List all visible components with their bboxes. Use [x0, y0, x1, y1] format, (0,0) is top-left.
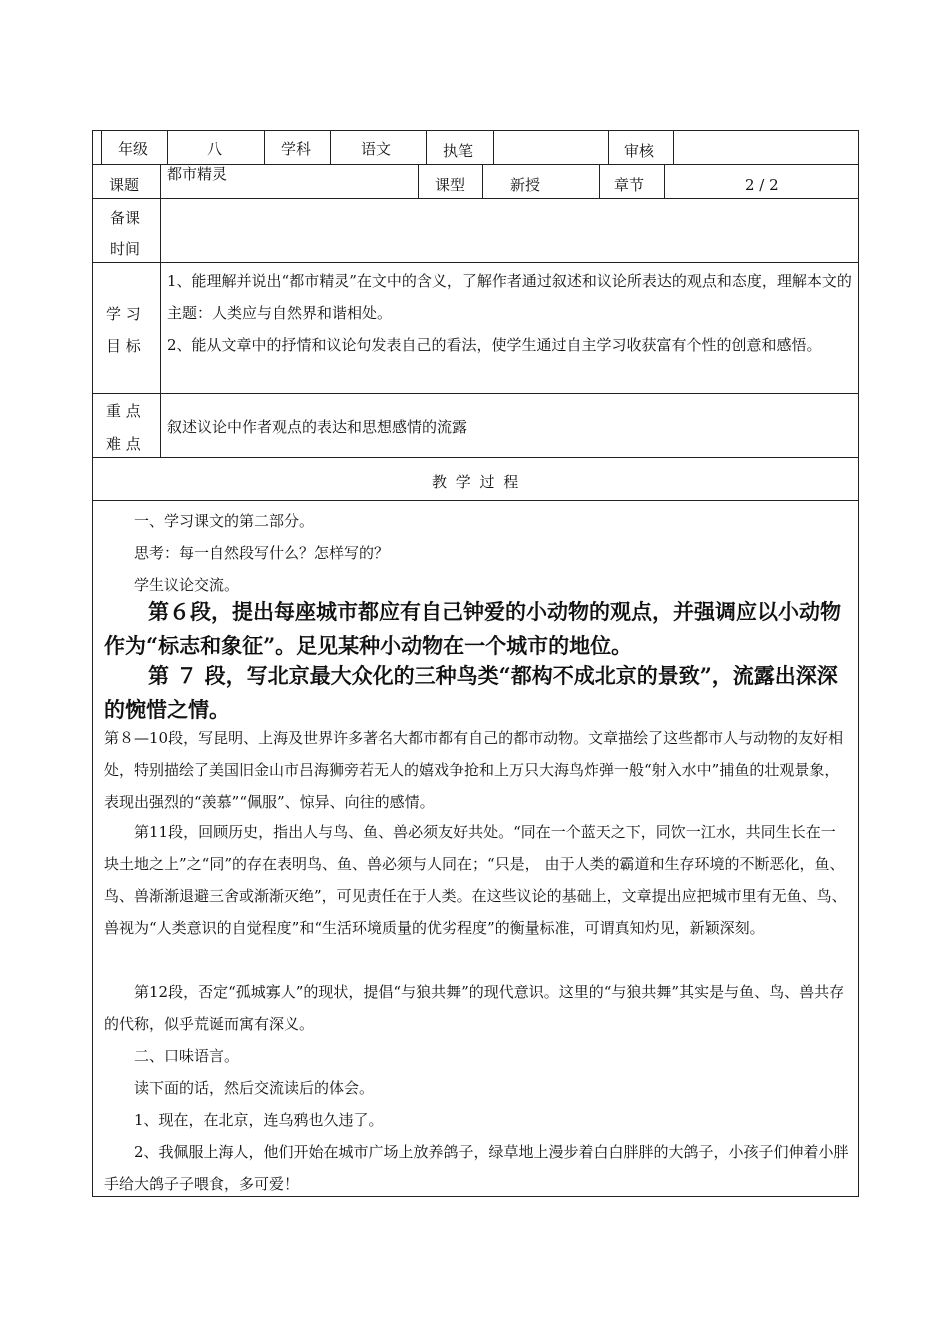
col-divider: [418, 164, 419, 198]
prep-label: 时间: [110, 240, 141, 258]
col-divider: [608, 130, 609, 164]
body-paragraph: 一、学习课文的第二部分。: [134, 512, 315, 530]
subject-value: 语文: [361, 140, 392, 158]
goal-item: 2、能从文章中的抒情和议论句发表自己的看法，使学生通过自主学习收获富有个性的创意和感悟。: [167, 336, 822, 354]
row-divider: [92, 262, 859, 263]
row-divider: [92, 393, 859, 394]
body-paragraph: 二、口味语言。: [134, 1047, 240, 1065]
grade-value: 八: [207, 140, 223, 158]
topic-value: 都市精灵: [167, 165, 228, 183]
col-divider: [264, 130, 265, 164]
col-divider: [160, 164, 161, 198]
subject-label: 学科: [281, 140, 312, 158]
col-divider: [160, 198, 161, 457]
process-title: 教 学 过 程: [432, 473, 521, 491]
col-divider: [673, 130, 674, 164]
review-label: 审核: [624, 142, 655, 160]
col-divider: [101, 130, 102, 164]
body-paragraph: 第11段，回顾历史，指出人与鸟、鱼、兽必须友好共处。“同在一个蓝天之下，同饮一江水，共同生长在一块土地之上”之“同”的存在表明鸟、鱼、兽必须与人同在；“只是， 由于人类的霸道和生存环境的不断恶化，鱼、鸟、兽渐渐退避三舍或渐渐灭绝”，可见责任在于人类。在这些议论的基础上，文章提出应把城市里有无鱼、鸟、兽视为“人类意识的自觉程度”和“生活环境质量的优劣程度”的衡量标准，可谓真知灼见，新颖深刻。: [104, 823, 847, 937]
body-paragraph: 2、我佩服上海人，他们开始在城市广场上放养鸽子，绿草地上漫步着白白胖胖的大鸽子，小孩子们伸着小胖手给大鸽子子喂食，多可爱！: [104, 1143, 849, 1193]
topic-label: 课题: [109, 176, 140, 194]
focus-label: 重 点: [106, 402, 141, 420]
body-paragraph: 第12段，否定“孤城寡人”的现状，提倡“与狼共舞”的现代意识。这里的“与狼共舞”其实是与鱼、鸟、兽共存的代称，似乎荒诞而寓有深义。: [104, 983, 845, 1033]
col-divider: [330, 130, 331, 164]
col-divider: [482, 164, 483, 198]
goals-label: 学 习: [106, 305, 141, 323]
col-divider: [664, 164, 665, 198]
row-divider: [92, 500, 859, 501]
type-label: 课型: [435, 176, 466, 194]
row-divider: [101, 130, 858, 131]
body-paragraph: 1、现在，在北京，连乌鸦也久违了。: [134, 1111, 384, 1129]
col-divider: [599, 164, 600, 198]
col-divider: [167, 130, 168, 164]
type-value: 新授: [510, 176, 541, 194]
prep-label: 备课: [110, 209, 141, 227]
chapter-label: 章节: [614, 176, 645, 194]
body-paragraph: 第８—10段，写昆明、上海及世界许多著名大都市都有自己的都市动物。文章描绘了这些都市人与动物的友好相处，特别描绘了美国旧金山市吕海狮旁若无人的嬉戏争抢和上万只大海鸟炸弹一般“射入水中”捕鱼的壮观景象，表现出强烈的“羡慕”“佩服”、惊异、向往的感情。: [104, 729, 844, 811]
bold-paragraph: 第 ７ 段，写北京最大众化的三种鸟类“都构不成北京的景致”，流露出深深的惋惜之情。: [104, 663, 838, 722]
author-label: 执笔: [443, 142, 474, 160]
row-divider: [92, 198, 859, 199]
grade-label: 年级: [118, 140, 149, 158]
goals-label: 目 标: [106, 337, 141, 355]
bold-paragraph: 第６段，提出每座城市都应有自己钟爱的小动物的观点，并强调应以小动物作为“标志和象征”。足见某种小动物在一个城市的地位。: [104, 599, 841, 658]
chapter-value: 2 / 2: [745, 176, 779, 194]
body-paragraph: 思考：每一自然段写什么？怎样写的？: [134, 544, 390, 562]
col-divider: [426, 130, 427, 164]
body-paragraph: 读下面的话，然后交流读后的体会。: [134, 1079, 375, 1097]
col-divider: [493, 130, 494, 164]
focus-text: 叙述议论中作者观点的表达和思想感情的流露: [167, 418, 468, 436]
row-divider: [92, 457, 859, 458]
focus-label: 难 点: [106, 435, 141, 453]
goal-item: 1、能理解并说出“都市精灵”在文中的含义，了解作者通过叙述和议论所表达的观点和态度，理解本文的主题：人类应与自然界和谐相处。: [167, 272, 852, 322]
body-paragraph: 学生议论交流。: [134, 576, 240, 594]
